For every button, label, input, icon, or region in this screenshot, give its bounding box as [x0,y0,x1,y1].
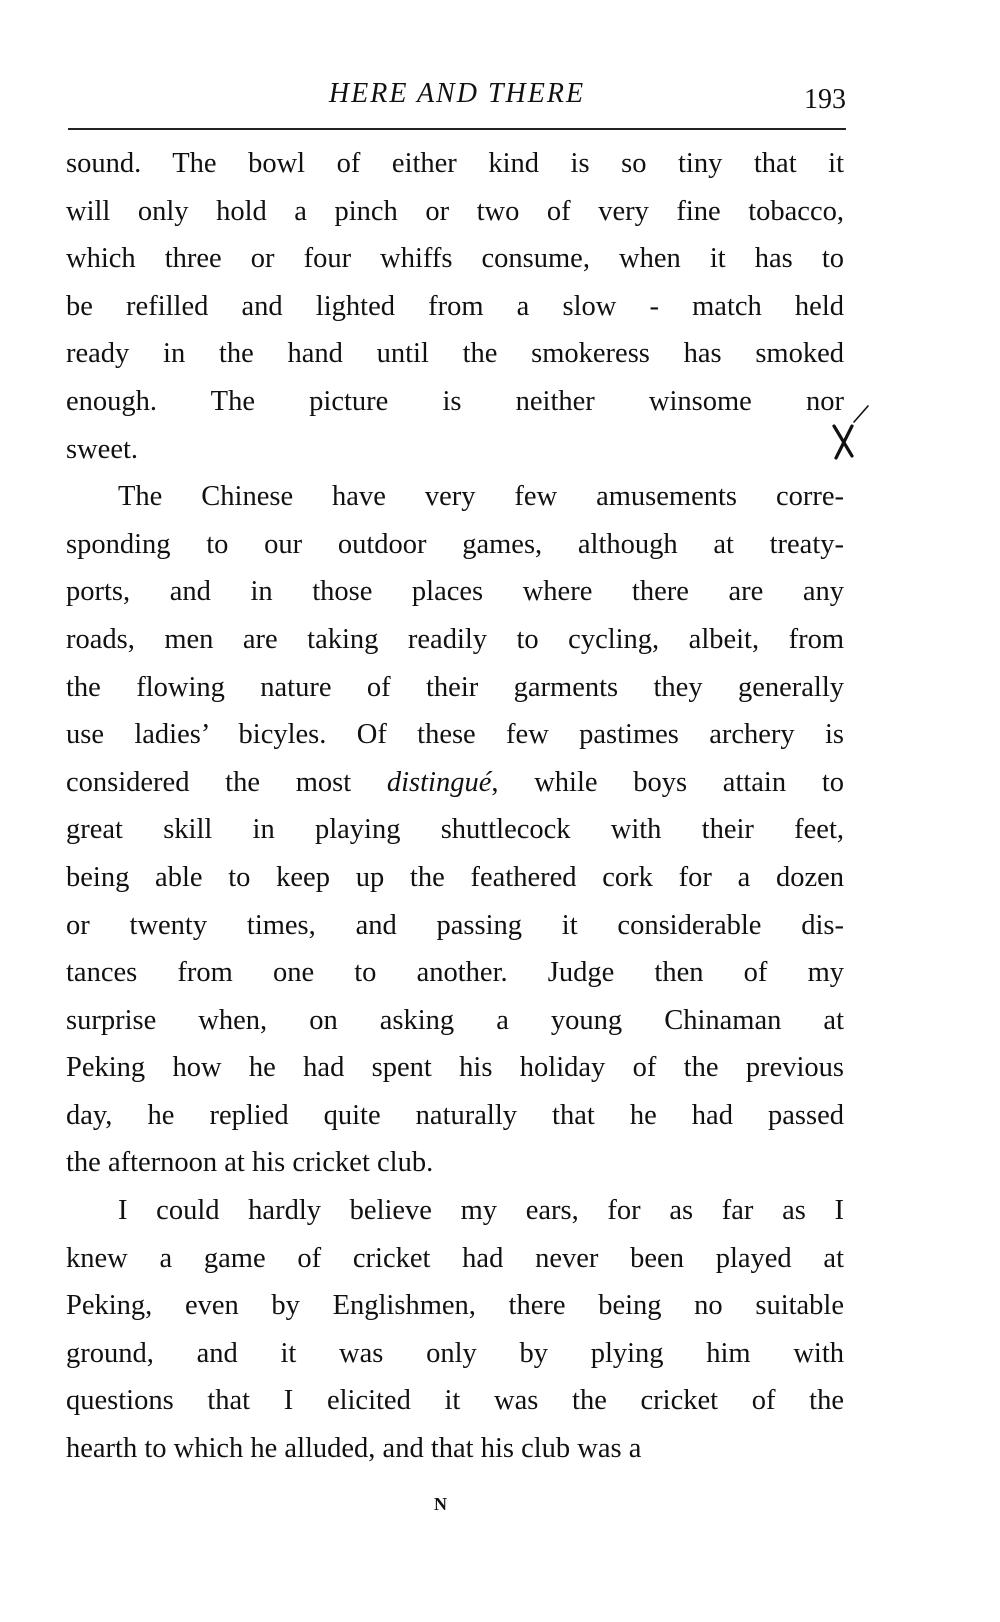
text-line: Peking how he had spent his holiday of the previous [66,1052,844,1084]
text-line: use ladies’ bicyles. Of these few pastimes archery is [66,719,844,751]
text-line: sound. The bowl of either kind is so tiny that it [66,148,844,179]
paragraph [66,473,844,1187]
text-line: day, he replied quite naturally that he had passed [66,1099,844,1131]
page-number: 193 [804,84,846,115]
text-line: sponding to our outdoor games, although at treaty- [66,528,844,560]
text-line: the flowing nature of their garments they generally [66,671,844,703]
italic-phrase: distingué [386,766,492,798]
text-line: ports, and in those places where there are any [66,576,844,608]
text-line: enough. The picture is neither winsome nor [66,385,844,417]
text-line: The Chinese have very few amusements corre- [118,481,844,513]
text-line: will only hold a pinch or two of very fine tobacco, [66,195,844,227]
text-line: surprise when, on asking a young Chinaman at [66,1004,844,1036]
text-line: being able to keep up the feathered cork for a dozen [66,861,844,893]
paragraph [66,1187,844,1473]
text-line: I could hardly believe my ears, for as far as I [118,1195,844,1227]
text-line: which three or four whiffs consume, when it has to [66,243,844,275]
body-text [66,140,844,1473]
text-line: great skill in playing shuttlecock with their feet, [66,814,844,846]
margin-x-mark-icon [828,402,878,460]
text-line: be refilled and lighted from a slow - match held [66,290,844,322]
text-line: ground, and it was only by plying him with [66,1337,844,1369]
text-line: or twenty times, and passing it considerable dis- [66,909,844,941]
text-line: knew a game of cricket had never been played at [66,1242,844,1274]
running-head [68,78,846,114]
text-line: questions that I elicited it was the cricket of the [66,1385,844,1417]
running-title: HERE AND THERE [328,78,586,109]
text-line: Peking, even by Englishmen, there being no suitable [66,1290,844,1322]
text-line: hearth to which he alluded, and that his club was a [66,1433,642,1465]
paragraph [66,140,844,473]
text-line: sweet. [66,433,139,465]
text-line: considered the most distingué, while boys attain to [66,766,844,798]
text-line: ready in the hand until the smokeress has smoked [66,338,844,370]
signature-mark: N [434,1494,447,1514]
text-line: roads, men are taking readily to cycling, albeit, from [66,623,844,655]
header-rule [68,128,846,130]
text-line: the afternoon at his cricket club. [66,1147,434,1179]
text-line: tances from one to another. Judge then of my [66,957,844,989]
